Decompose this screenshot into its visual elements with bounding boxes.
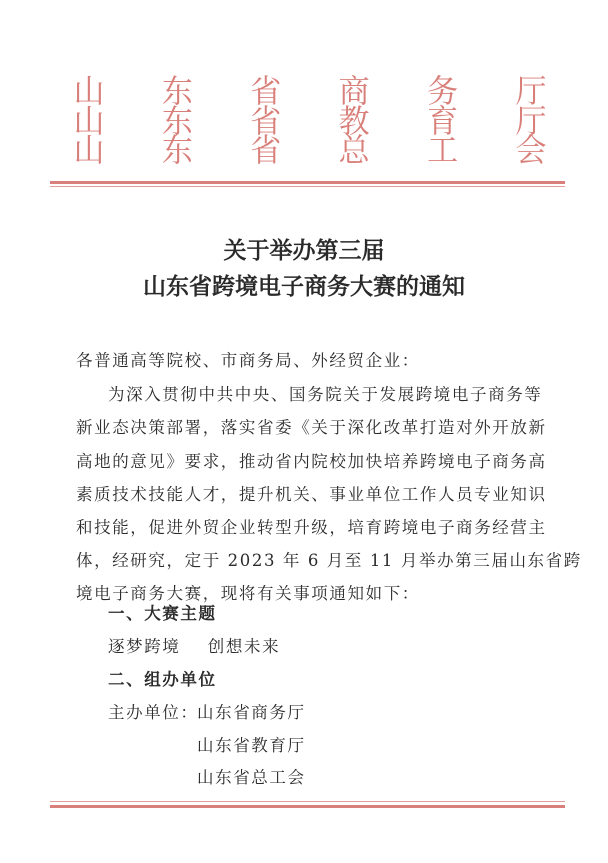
divider-thin-line [50, 186, 565, 187]
paragraph-line: 体，经研究，定于 2023 年 6 月至 11 月举办第三届山东省跨 [76, 551, 582, 570]
letterhead-char: 厅 [515, 103, 547, 140]
section-heading-theme: 一、大赛主题 [108, 604, 217, 623]
letterhead-row-federation [72, 132, 548, 170]
letterhead-char: 东 [161, 103, 193, 140]
letterhead-char: 山 [73, 132, 105, 170]
paragraph-line: 和技能，促进外贸企业转型升级，培育跨境电子商务经营主 [76, 518, 547, 537]
paragraph-line: 境电子商务大赛，现将有关事项通知如下： [76, 584, 420, 603]
paragraph-line: 为深入贯彻中共中央、国务院关于发展跨境电子商务等 [108, 385, 543, 404]
document-title-line-1: 关于举办第三届 [223, 238, 385, 264]
letterhead-char: 省 [250, 103, 282, 140]
letterhead-char: 务 [427, 73, 459, 111]
letterhead-char: 省 [250, 132, 282, 170]
paragraph-line: 高地的意见》要求，推动省内院校加快培养跨境电子商务高 [76, 452, 547, 471]
host-label: 主办单位： [108, 703, 199, 722]
letterhead-char: 会 [515, 132, 547, 170]
letterhead-char: 育 [427, 103, 459, 140]
letterhead-char: 商 [338, 73, 370, 111]
paragraph-line: 素质技术技能人才，提升机关、事业单位工作人员专业知识 [76, 485, 547, 504]
letterhead-char: 山 [73, 103, 105, 140]
host-organization: 山东省教育厅 [197, 736, 306, 755]
letterhead-char: 省 [250, 73, 282, 111]
letterhead-char: 山 [73, 73, 105, 111]
document-title-line-2: 山东省跨境电子商务大赛的通知 [143, 274, 465, 300]
letterhead-char: 东 [161, 73, 193, 111]
letterhead-row-education [72, 103, 548, 140]
letterhead-divider [50, 181, 565, 187]
letterhead [72, 73, 548, 170]
letterhead-char: 工 [427, 132, 459, 170]
letterhead-char: 总 [338, 132, 370, 170]
letterhead-char: 教 [338, 103, 370, 140]
host-organization: 山东省商务厅 [197, 703, 306, 722]
letterhead-char: 厅 [515, 73, 547, 111]
salutation: 各普通高等院校、市商务局、外经贸企业： [76, 351, 420, 370]
contest-theme: 逐梦跨境 创想未来 [108, 637, 281, 656]
footer-divider [50, 801, 565, 808]
divider-thick-line [50, 805, 565, 808]
paragraph-line: 新业态决策部署，落实省委《关于深化改革打造对外开放新 [76, 418, 547, 437]
letterhead-char: 东 [161, 132, 193, 170]
host-organization: 山东省总工会 [197, 768, 306, 787]
letterhead-row-commerce [72, 73, 548, 111]
section-heading-organizers: 二、组办单位 [108, 670, 217, 689]
